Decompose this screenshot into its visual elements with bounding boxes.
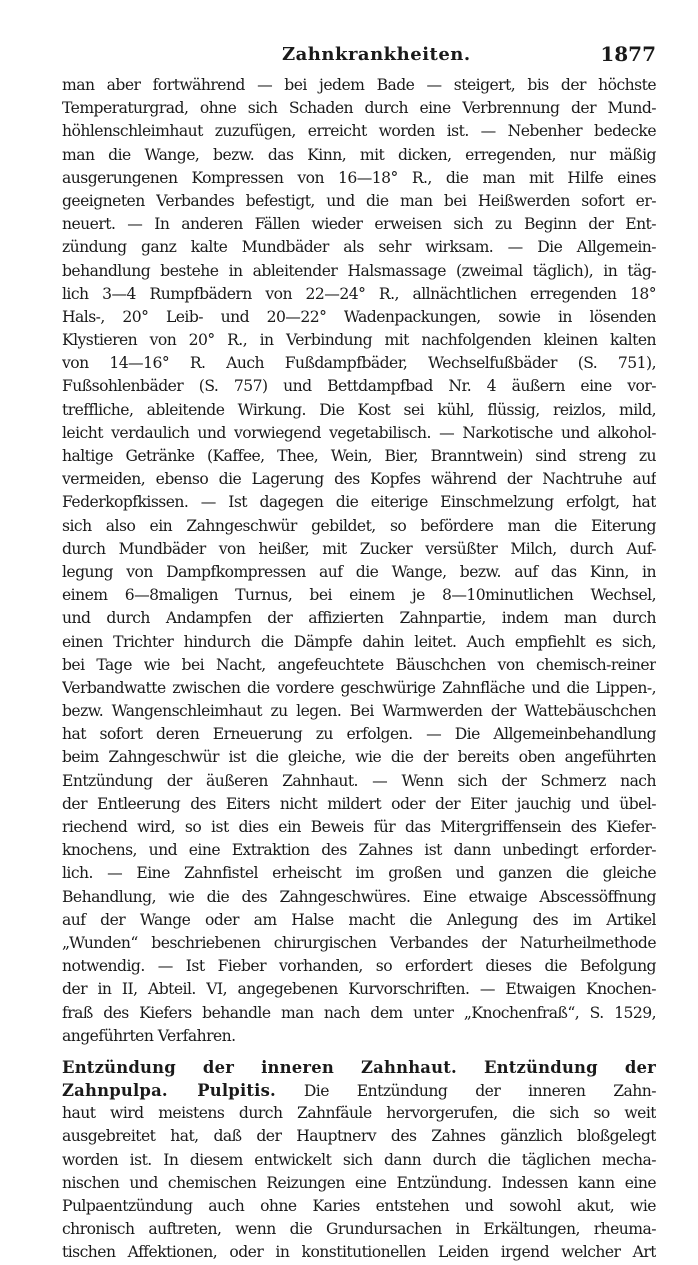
text-line: einen Trichter hindurch die Dämpfe dahin leitet. Auch empfiehlt es sich,	[62, 632, 656, 651]
text-line: der in II, Abteil. VI, angegebenen Kurvorschriften. — Etwaigen Knochen-	[62, 980, 656, 999]
text-line: haut wird meistens durch Zahnfäule hervorgerufen, die sich so weit	[62, 1104, 656, 1123]
text-line: durch Mundbäder von heißer, mit Zucker versüßter Milch, durch Auf-	[62, 539, 656, 558]
text-line: leicht verdaulich und vorwiegend vegetabilisch. — Narkotische und alkohol-	[62, 423, 656, 442]
text-line: „Wunden“ beschriebenen chirurgischen Verbandes der Naturheilmethode	[62, 933, 656, 952]
text-line: bei Tage wie bei Nacht, angefeuchtete Bäuschchen von chemisch-reiner	[62, 655, 656, 674]
page-header	[62, 36, 656, 74]
text-line: auf der Wange oder am Halse macht die Anlegung des im Artikel	[62, 910, 656, 929]
book-page	[62, 36, 656, 1265]
running-title: Zahnkrankheiten.	[282, 44, 471, 65]
text-line: fraß des Kiefers behandle man nach dem unter „Knochenfraß“, S. 1529,	[62, 1003, 656, 1022]
section-heading: Entzündung der inneren Zahnhaut. Entzündung der	[62, 1057, 656, 1077]
text-line: knochens, und eine Extraktion des Zahnes ist dann unbedingt erforder-	[62, 841, 656, 860]
text-line: und durch Andampfen der affizierten Zahnpartie, indem man durch	[62, 609, 656, 628]
text-line: von 14—16° R. Auch Fußdampfbäder, Wechselfußbäder (S. 751),	[62, 354, 656, 373]
text-line: Federkopfkissen. — Ist dagegen die eiterige Einschmelzung erfolgt, hat	[62, 493, 656, 512]
section-inner-tooth-membrane	[62, 1056, 656, 1265]
text-line: Entzündung der äußeren Zahnhaut. — Wenn sich der Schmerz nach	[62, 771, 656, 790]
paragraph-gap	[62, 1048, 656, 1056]
text-line: chronisch auftreten, wenn die Grundursachen in Erkältungen, rheuma-	[62, 1220, 656, 1239]
text-line: Temperaturgrad, ohne sich Schaden durch eine Verbrennung der Mund-	[62, 99, 656, 118]
section-heading-line	[62, 1079, 656, 1102]
text-line: legung von Dampfkompressen auf die Wange, bezw. auf das Kinn, in	[62, 562, 656, 581]
text-line: ausgebreitet hat, daß der Hauptnerv des Zahnes gänzlich bloßgelegt	[62, 1127, 656, 1146]
text-line: neuert. — In anderen Fällen wieder erweisen sich zu Beginn der Ent-	[62, 215, 656, 234]
section-heading-line	[62, 1056, 656, 1079]
text-line: bezw. Wangenschleimhaut zu legen. Bei Warmwerden der Wattebäuschchen	[62, 702, 656, 721]
body-text	[62, 74, 656, 1265]
text-line: Klystieren von 20° R., in Verbindung mit nachfolgenden kleinen kalten	[62, 331, 656, 350]
text-line: der Entleerung des Eiters nicht mildert oder der Eiter jauchig und übel-	[62, 794, 656, 813]
text-line: hat sofort deren Erneuerung zu erfolgen. — Die Allgemeinbehandlung	[62, 725, 656, 744]
text-line: Behandlung, wie die des Zahngeschwüres. Eine etwaige Abscessöffnung	[62, 887, 656, 906]
text-line: notwendig. — Ist Fieber vorhanden, so erfordert dieses die Befolgung	[62, 957, 656, 976]
text-line: einem 6—8maligen Turnus, bei einem je 8—10minutlichen Wechsel,	[62, 586, 656, 605]
text-line: behandlung bestehe in ableitender Halsmassage (zweimal täglich), in täg-	[62, 261, 656, 280]
text-line: worden ist. In diesem entwickelt sich dann durch die täglichen mecha-	[62, 1150, 656, 1169]
text-line: Fußsohlenbäder (S. 757) und Bettdampfbad Nr. 4 äußern eine vor-	[62, 377, 656, 396]
text-line: zündung ganz kalte Mundbäder als sehr wirksam. — Die Allgemein-	[62, 238, 656, 257]
section-body	[62, 1102, 656, 1264]
section-first-sentence: Die Entzündung der inneren Zahn-	[275, 1082, 656, 1101]
text-line: Pulpaentzündung auch ohne Karies entstehen und sowohl akut, wie	[62, 1197, 656, 1215]
page-number: 1877	[600, 42, 656, 66]
text-line: Verbandwatte zwischen die vordere geschwürige Zahnfläche und die Lippen-,	[62, 678, 656, 697]
text-line: lich. — Eine Zahnfistel erheischt im großen und ganzen die gleiche	[62, 864, 656, 883]
text-line: man die Wange, bezw. das Kinn, mit dicken, erregenden, nur mäßig	[62, 145, 656, 164]
text-line: angeführten Verfahren.	[62, 1026, 236, 1045]
paragraph-treatment	[62, 74, 656, 1048]
text-line: tischen Affektionen, oder in konstitutionellen Leiden irgend welcher Art	[62, 1243, 656, 1262]
text-line: beim Zahngeschwür ist die gleiche, wie die der bereits oben angeführten	[62, 748, 656, 767]
section-heading-continued: Zahnpulpa. Pulpitis.	[62, 1081, 276, 1101]
text-line: vermeiden, ebenso die Lagerung des Kopfes während der Nachtruhe auf	[62, 470, 656, 489]
text-line: treffliche, ableitende Wirkung. Die Kost sei kühl, flüssig, reizlos, mild,	[62, 400, 656, 419]
text-line: geeigneten Verbandes befestigt, und die man bei Heißwerden sofort er-	[62, 191, 656, 210]
text-line: man aber fortwährend — bei jedem Bade — steigert, bis der höchste	[62, 76, 656, 94]
text-line: lich 3—4 Rumpfbädern von 22—24° R., allnächtlichen erregenden 18°	[62, 284, 656, 303]
text-line: ausgerungenen Kompressen von 16—18° R., die man mit Hilfe eines	[62, 168, 656, 187]
text-line: sich also ein Zahngeschwür gebildet, so befördere man die Eiterung	[62, 516, 656, 535]
text-line: Hals-, 20° Leib- und 20—22° Wadenpackungen, sowie in lösenden	[62, 307, 656, 326]
text-line: haltige Getränke (Kaffee, Thee, Wein, Bier, Branntwein) sind streng zu	[62, 447, 656, 465]
text-line: riechend wird, so ist dies ein Beweis für das Mitergriffensein des Kiefer-	[62, 818, 656, 836]
text-line: nischen und chemischen Reizungen eine Entzündung. Indessen kann eine	[62, 1173, 656, 1192]
text-line: höhlenschleimhaut zuzufügen, erreicht worden ist. — Nebenher bedecke	[62, 122, 656, 141]
